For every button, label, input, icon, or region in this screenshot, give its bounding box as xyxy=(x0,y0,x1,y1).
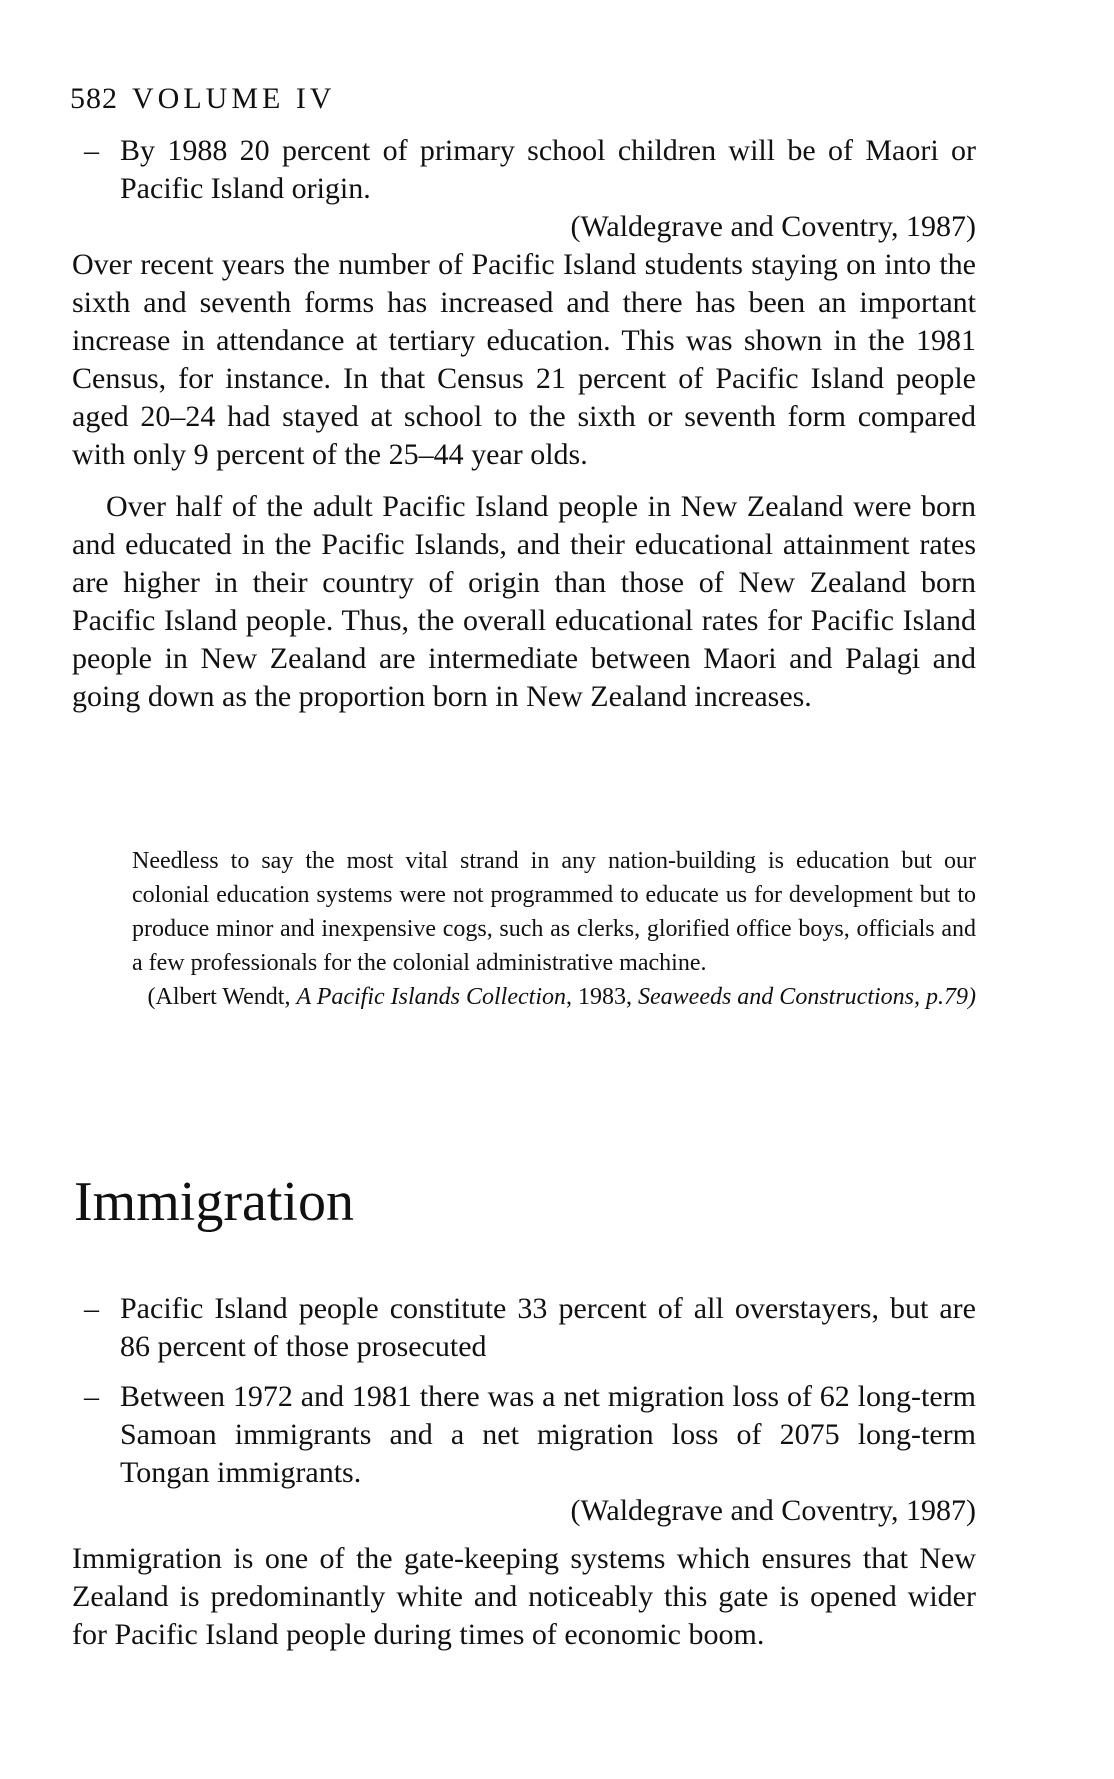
volume-label: VOLUME IV xyxy=(132,82,336,115)
citation: (Waldegrave and Coventry, 1987) xyxy=(570,210,976,243)
immigration-section xyxy=(72,1290,976,1654)
cite-open: (Albert Wendt, xyxy=(147,984,297,1010)
citation: (Waldegrave and Coventry, 1987) xyxy=(570,1494,976,1527)
cite-book: A Pacific Islands Collection xyxy=(296,984,566,1010)
dash-marker: – xyxy=(84,1292,99,1325)
dash-marker: – xyxy=(84,134,99,167)
bullet-text: Between 1972 and 1981 there was a net migration loss of 62 long-term Samoan immigrants and a net migration loss of 2075 long-term Tongan immigrants. xyxy=(120,1380,976,1489)
cite-page: , p.79) xyxy=(914,984,976,1010)
list-item xyxy=(72,1290,976,1366)
paragraph: Immigration is one of the gate-keeping systems which ensures that New Zealand is predominantly white and noticeably this gate is opened wider for Pacific Island people during times of economic boom. xyxy=(72,1542,976,1651)
bullet-text: Pacific Island people constitute 33 percent of all overstayers, but are 86 percent of those prosecuted xyxy=(120,1292,976,1363)
section-heading: Immigration xyxy=(74,1171,354,1233)
dash-marker: – xyxy=(84,1380,99,1413)
cite-mid: , 1983, xyxy=(566,984,638,1010)
block-quote xyxy=(132,844,976,1014)
paragraph: Over recent years the number of Pacific Island students staying on into the sixth and seventh forms has increased and there has been an important increase in attendance at tertiary education. This was shown in the 1981 Census, for instance. In that Census 21 percent of Pacific Island people aged 20–24 had stayed at school to the sixth or seventh form compared with only 9 percent of the 25–44 year olds. xyxy=(72,248,976,471)
paragraph: Over half of the adult Pacific Island people in New Zealand were born and educated in the Pacific Islands, and their educational attainment rates are higher in their country of origin than those of New Zealand born Pacific Island people. Thus, the overall educational rates for Pacific Island people in New Zealand are intermediate between Maori and Palagi and going down as the proportion born in New Zealand increases. xyxy=(72,490,976,713)
page-number: 582 xyxy=(70,82,118,115)
list-item xyxy=(72,1378,976,1492)
quote-text: Needless to say the most vital strand in any nation-building is education but our colonial education systems were not programmed to educate us for development but to produce minor and inexpensive cogs, such as clerks, glorified office boys, officials and a few professionals for the colonial administrative machine. xyxy=(132,848,976,976)
running-head xyxy=(70,82,335,116)
education-section xyxy=(72,132,976,716)
quote-citation xyxy=(132,980,976,1014)
cite-title: Seaweeds and Constructions xyxy=(638,984,914,1010)
bullet-text: By 1988 20 percent of primary school children will be of Maori or Pacific Island origin. xyxy=(120,134,976,205)
list-item xyxy=(72,132,976,208)
